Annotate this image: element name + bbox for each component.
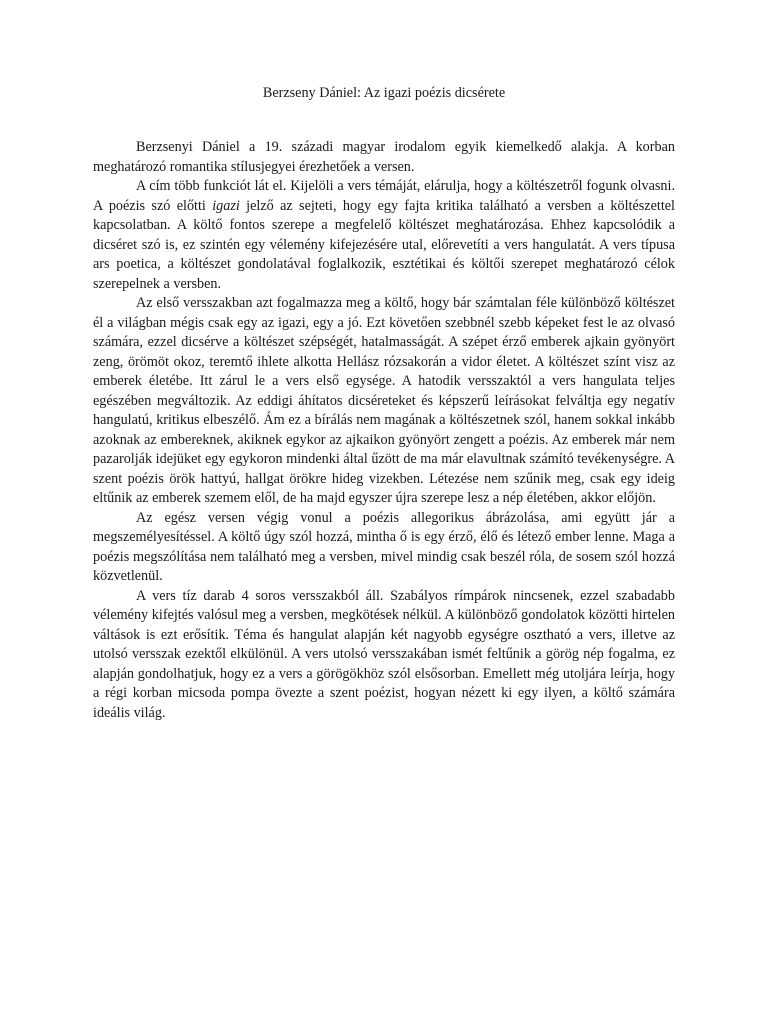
paragraph-text: Az első versszakban azt fogalmazza meg a költő, hogy bár számtalan féle különböző költészet él a világban mégis csak egy az igazi, egy a jó. Ezt követően szebbnél szebb képeket fest le az olvasó számára, ezzel dicsérve a költészet szépségét, hatalmasságát. A szépet érző emberek ajkain gyönyört zeng, örömöt okoz, teremtő ihlete alkotta Hellász rózsakorán a vidor életet. A költészet színt visz az emberek életébe. Itt zárul le a vers első egysége. A hatodik versszaktól a vers hangulata teljes egészében megváltozik. Az eddigi áhítatos dicséreteket és képszerű leírásokat felváltja egy negatív hangulatú, kritikus elbeszélő. Ám ez a bírálás nem magának a költészetnek szól, hanem sokkal inkább azoknak az embereknek, akiknek egykor az ajkaikon gyönyört zengett a poézis. Az emberek már nem pazarolják idejüket egy egykoron mindenki által űzött de ma már elavultnak számító tevékenységre. A szent poézis örök hattyú, hallgat örökre hideg vizekben. Létezése nem szűnik meg, csak egy ideig eltűnik az emberek szemem elől, de ha majd egyszer újra szerepe lesz a nép életében, akkor előjön. bbox=[93, 295, 675, 506]
paragraph-text: A vers tíz darab 4 soros versszakból áll. Szabályos rímpárok nincsenek, ezzel szabadabb vélemény kifejtés valósul meg a versben, megkötések nélkül. A különböző gondolatok közötti hirtelen váltások is ezt erősítik. Téma és hangulat alapján két nagyobb egységre osztható a vers, illetve az utolsó versszak ezektől elkülönül. A vers utolsó versszakában ismét feltűnik a görög nép fogalma, ez alapján gondolhatjuk, hogy ez a vers a görögökhöz szól elsősorban. Emellett még utoljára leírja, hogy a régi korban micsoda pompa övezte a szent poézist, hogyan nézett ki egy ilyen, a költő számára ideális világ. bbox=[93, 587, 675, 721]
paragraph-structure bbox=[93, 587, 675, 724]
paragraph-first-stanza bbox=[93, 294, 675, 509]
paragraph-text: Az egész versen végig vonul a poézis allegorikus ábrázolása, ami együtt jár a megszemélyesítéssel. A költő úgy szól hozzá, mintha ő is egy érző, élő és létező ember lenne. Maga a poézis megszólítása nem található meg a versben, mivel mindig csak beszél róla, de sosem szól hozzá közvetlenül. bbox=[93, 509, 675, 584]
paragraph-allegory bbox=[93, 509, 675, 587]
paragraph-text-before: A cím több funkciót lát el. Kijelöli a vers témáját, elárulja, hogy a költészetről fogunk olvasni. A poézis szó előtti bbox=[93, 178, 675, 214]
document-title: Berzseny Dániel: Az igazi poézis dicsérete bbox=[262, 85, 506, 101]
paragraph-title-analysis bbox=[93, 177, 675, 294]
emphasized-word: igazi bbox=[212, 197, 240, 214]
document-page bbox=[93, 0, 675, 723]
paragraph-text: Berzsenyi Dániel a 19. századi magyar irodalom egyik kiemelkedő alakja. A korban meghatározó romantika stílusjegyei érezhetőek a versen. bbox=[93, 139, 675, 175]
paragraph-text-after: jelző az sejteti, hogy egy fajta kritika található a versben a költészettel kapcsolatban. A költő fontos szerepe a megfelelő költészet meghatározása. Ehhez kapcsolódik a dicséret szó is, ez szintén egy vélemény kifejezésére utal, előrevetíti a vers hangulatát. A vers típusa ars poetica, a költészet gondolatával foglalkozik, esztétikai és költői szerepet meghatározó célok szerepelnek a versben. bbox=[93, 197, 675, 292]
paragraph-intro bbox=[93, 138, 675, 177]
